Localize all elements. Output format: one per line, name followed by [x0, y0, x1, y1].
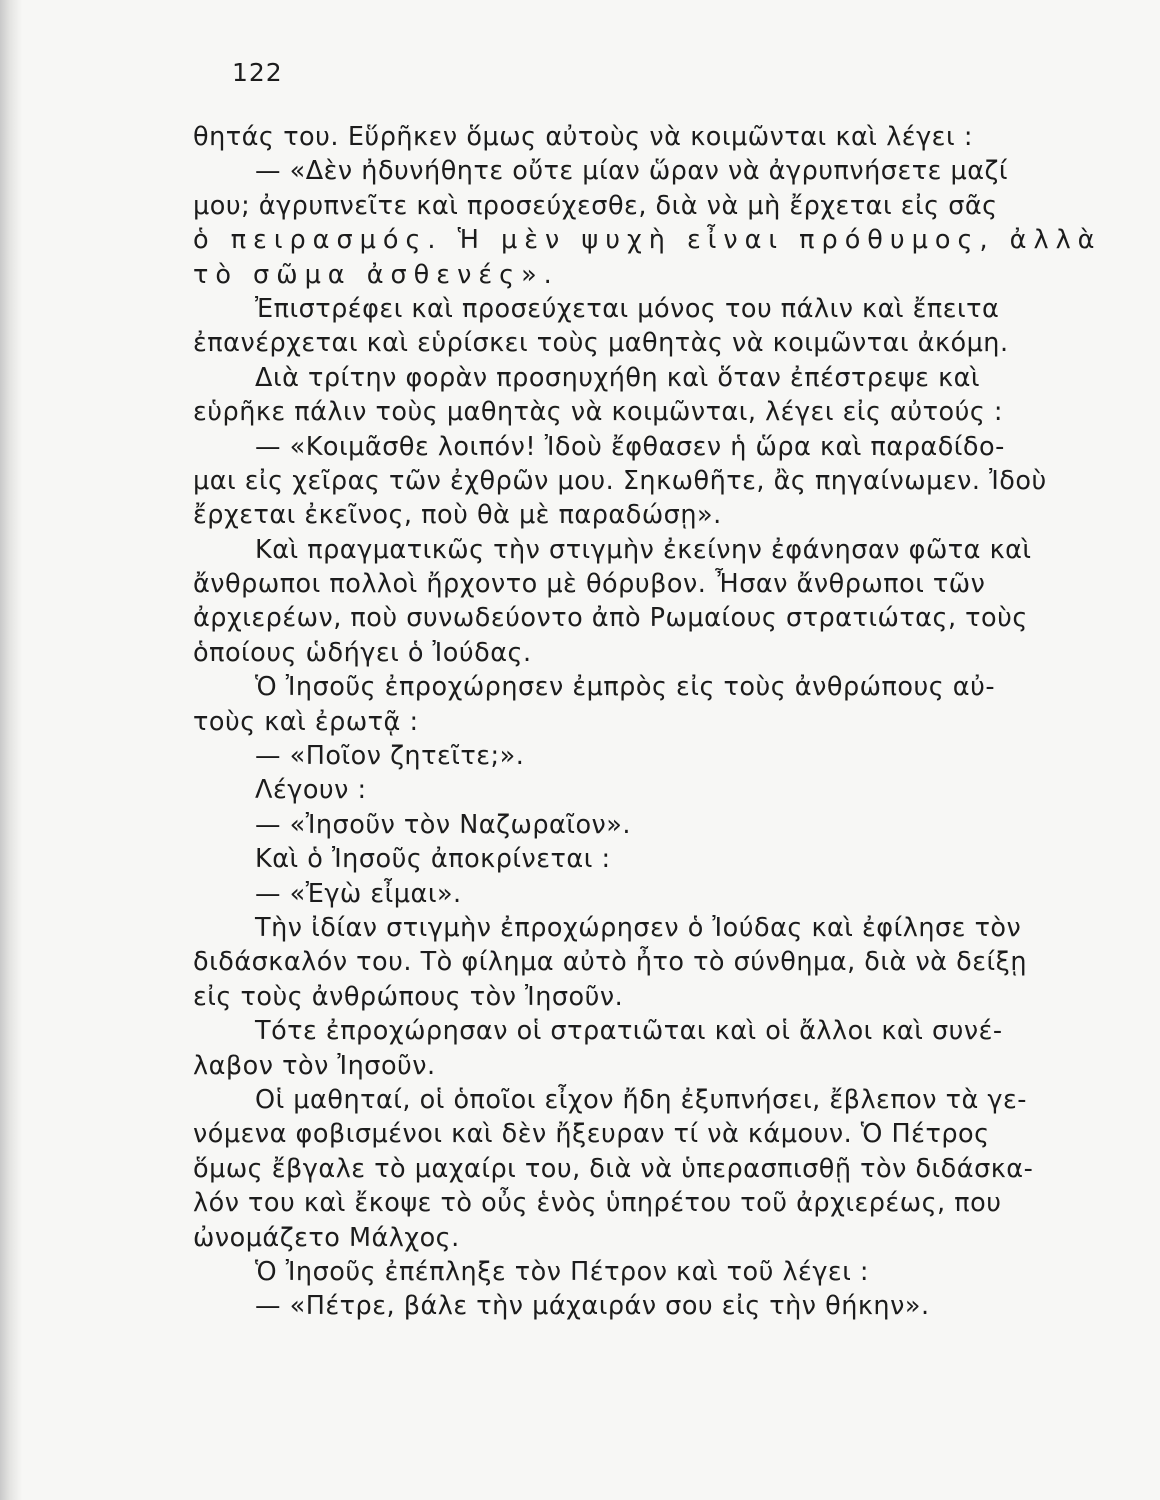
text-line: διδάσκαλόν του. Τὸ φίλημα αὐτὸ ἦτο τὸ σύνθημα, διὰ νὰ δείξῃ: [193, 947, 1027, 978]
text-line: ἐπανέρχεται καὶ εὑρίσκει τοὺς μαθητὰς νὰ κοιμῶνται ἀκόμη.: [193, 328, 1009, 359]
text-line: Λέγουν :: [255, 775, 367, 806]
text-line: ὁ πειρασμός. Ἡ μὲν ψυχὴ εἶναι πρόθυμος, ἀλλὰ: [193, 225, 1102, 256]
text-line: ἄνθρωποι πολλοὶ ἤρχοντο μὲ θόρυβον. Ἦσαν ἄνθρωποι τῶν: [193, 569, 986, 600]
text-line: — «Πέτρε, βάλε τὴν μάχαιράν σου εἰς τὴν θήκην».: [255, 1291, 930, 1322]
text-line: τὸ σῶμα ἀσθενές».: [193, 259, 559, 290]
text-line: λαβον τὸν Ἰησοῦν.: [193, 1050, 436, 1081]
text-line: Ὁ Ἰησοῦς ἐπροχώρησεν ἐμπρὸς εἰς τοὺς ἀνθρώπους αὐ-: [255, 672, 996, 703]
text-line: — «Ἐγὼ εἶμαι».: [255, 878, 462, 909]
text-line: — «Κοιμᾶσθε λοιπόν! Ἰδοὺ ἔφθασεν ἡ ὥρα καὶ παραδίδο-: [255, 431, 1005, 462]
text-line: ὁποίους ὡδήγει ὁ Ἰούδας.: [193, 637, 532, 668]
text-line: μαι εἰς χεῖρας τῶν ἐχθρῶν μου. Σηκωθῆτε, ἂς πηγαίνωμεν. Ἰδοὺ: [193, 465, 1047, 496]
text-line: Οἱ μαθηταί, οἱ ὁποῖοι εἶχον ἤδη ἐξυπνήσει, ἔβλεπον τὰ γε-: [255, 1084, 1027, 1115]
text-line: ὠνομάζετο Μάλχος.: [193, 1222, 460, 1253]
text-line: — «Δὲν ἠδυνήθητε οὔτε μίαν ὥραν νὰ ἀγρυπνήσετε μαζί: [255, 156, 1008, 187]
text-line: ἔρχεται ἐκεῖνος, ποὺ θὰ μὲ παραδώσῃ».: [193, 500, 722, 531]
body-text: [193, 120, 1102, 1324]
page-binding-shadow: [0, 0, 22, 1500]
text-line: Καὶ ὁ Ἰησοῦς ἀποκρίνεται :: [255, 844, 611, 875]
text-line: Διὰ τρίτην φορὰν προσηυχήθη καὶ ὅταν ἐπέστρεψε καὶ: [255, 362, 981, 393]
text-line: ὅμως ἔβγαλε τὸ μαχαίρι του, διὰ νὰ ὑπερασπισθῇ τὸν διδάσκα-: [193, 1153, 1034, 1184]
text-line: θητάς του. Εὕρῆκεν ὅμως αὐτοὺς νὰ κοιμῶνται καὶ λέγει :: [193, 122, 973, 152]
text-line: μου; ἀγρυπνεῖτε καὶ προσεύχεσθε, διὰ νὰ μὴ ἔρχεται εἰς σᾶς: [193, 190, 998, 221]
text-line: Τότε ἐπροχώρησαν οἱ στρατιῶται καὶ οἱ ἄλλοι καὶ συνέ-: [255, 1016, 1003, 1047]
text-line: Ὁ Ἰησοῦς ἐπέπληξε τὸν Πέτρον καὶ τοῦ λέγει :: [255, 1256, 870, 1287]
text-line: νόμενα φοβισμένοι καὶ δὲν ἤξευραν τί νὰ κάμουν. Ὁ Πέτρος: [193, 1119, 990, 1150]
text-line: Ἐπιστρέφει καὶ προσεύχεται μόνος του πάλιν καὶ ἔπειτα: [255, 293, 1000, 324]
text-line: Τὴν ἰδίαν στιγμὴν ἐπροχώρησεν ὁ Ἰούδας καὶ ἐφίλησε τὸν: [255, 912, 1022, 943]
text-line: — «Ποῖον ζητεῖτε;».: [255, 741, 525, 772]
text-line: ἀρχιερέων, ποὺ συνωδεύοντο ἀπὸ Ρωμαίους στρατιώτας, τοὺς: [193, 603, 1028, 634]
text-line: λόν του καὶ ἔκοψε τὸ οὖς ἑνὸς ὑπηρέτου τοῦ ἀρχιερέως, που: [193, 1188, 1002, 1219]
text-line: τοὺς καὶ ἐρωτᾷ :: [193, 706, 419, 737]
text-line: εἰς τοὺς ἀνθρώπους τὸν Ἰησοῦν.: [193, 981, 624, 1012]
text-line: Καὶ πραγματικῶς τὴν στιγμὴν ἐκείνην ἐφάνησαν φῶτα καὶ: [255, 534, 1032, 565]
text-line: — «Ἰησοῦν τὸν Ναζωραῖον».: [255, 809, 632, 840]
page-number: 122: [232, 58, 283, 87]
text-line: εὑρῆκε πάλιν τοὺς μαθητὰς νὰ κοιμῶνται, λέγει εἰς αὐτούς :: [193, 397, 1003, 428]
